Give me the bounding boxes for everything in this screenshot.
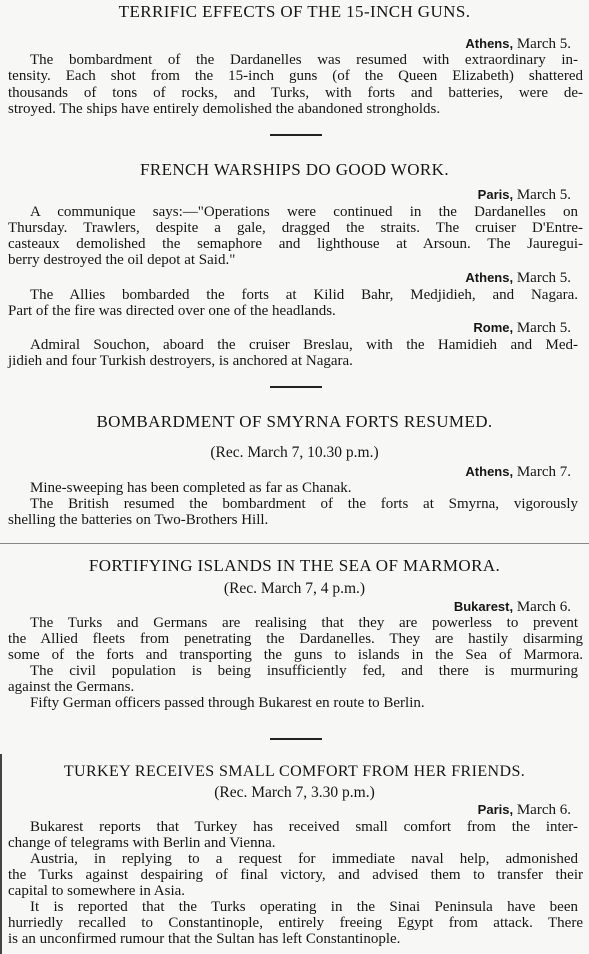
paragraph-line: the Turks against despairing of final victory, and advised them to transfer their — [8, 867, 583, 883]
paragraph-line: is an unconfirmed rumour that the Sultan has left Constantinople. — [8, 931, 401, 947]
paragraph-line: The Allies bombarded the forts at Kilid Bahr, Medjidieh, and Nagara. — [30, 287, 578, 303]
paragraph-line: against the Germans. — [8, 679, 135, 695]
dateline-athens-march-5: Athens, March 5. — [465, 270, 571, 286]
dateline-athens-march-5: Athens, March 5. — [465, 36, 571, 52]
paragraph-line: casteaux demolished the semaphore and lighthouse at Arsoun. The Jauregui- — [8, 236, 583, 252]
paragraph-line: The bombardment of the Dardanelles was resumed with extraordinary in- — [30, 52, 578, 68]
paragraph-line: Austria, in replying to a request for immediate naval help, admonished — [30, 851, 578, 867]
paragraph-line: thousands of tons of rocks, and Turks, with forts and batteries, were de- — [8, 85, 583, 101]
dateline-athens-march-7: Athens, March 7. — [465, 464, 571, 480]
received-note: (Rec. March 7, 3.30 p.m.) — [214, 784, 375, 801]
paragraph-line: jidieh and four Turkish destroyers, is anchored at Nagara. — [8, 353, 353, 369]
dateline-paris-march-6: Paris, March 6. — [477, 802, 571, 818]
paragraph-line: stroyed. The ships have entirely demolished the abandoned strongholds. — [8, 101, 441, 117]
paragraph-line: capital to somewhere in Asia. — [8, 883, 186, 899]
paragraph-line: The Turks and Germans are realising that they are powerless to prevent — [30, 615, 578, 631]
dateline-paris-march-5: Paris, March 5. — [477, 187, 571, 203]
paragraph-line: It is reported that the Turks operating in the Sinai Peninsula have been — [30, 899, 578, 915]
headline-sea-of-marmora: FORTIFYING ISLANDS IN THE SEA OF MARMORA. — [88, 556, 501, 575]
paragraph-line: Fifty German officers passed through Bukarest en route to Berlin. — [30, 695, 425, 711]
paragraph-line: berry destroyed the oil depot at Said." — [8, 252, 236, 268]
paragraph-line: Bukarest reports that Turkey has received small comfort from the inter- — [30, 819, 578, 835]
paragraph-line: The civil population is being insufficiently fed, and there is murmuring — [30, 663, 578, 679]
paragraph-line: the Allied fleets from penetrating the Dardanelles. They are hastily disarming — [8, 631, 583, 647]
section-divider — [270, 386, 322, 388]
headline-turkey-small-comfort: TURKEY RECEIVES SMALL COMFORT FROM HER FRIENDS. — [63, 763, 526, 780]
paragraph-line: Thursday. Trawlers, despite a gale, dragged the straits. The cruiser D'Entre- — [8, 220, 583, 236]
paragraph-line: some of the forts and transporting the guns to islands in the Sea of Marmora. — [8, 647, 583, 663]
paragraph-line: Admiral Souchon, aboard the cruiser Breslau, with the Hamidieh and Med- — [30, 337, 578, 353]
headline-smyrna-forts: BOMBARDMENT OF SMYRNA FORTS RESUMED. — [96, 412, 493, 431]
paragraph-line: hurriedly recalled to Constantinople, entirely freeing Egypt from attack. There — [8, 915, 583, 931]
paragraph-line: A communique says:—"Operations were continued in the Dardanelles on — [30, 204, 578, 220]
received-note: (Rec. March 7, 10.30 p.m.) — [210, 444, 379, 461]
headline-15-inch-guns: TERRIFIC EFFECTS OF THE 15-INCH GUNS. — [118, 2, 471, 21]
section-divider — [270, 738, 322, 740]
dateline-rome-march-5: Rome, March 5. — [473, 320, 571, 336]
section-divider — [270, 134, 322, 136]
paragraph-line: Part of the fire was directed over one of the headlands. — [8, 303, 336, 319]
section-divider — [0, 543, 589, 544]
dateline-bukarest-march-6: Bukarest, March 6. — [453, 599, 571, 615]
paragraph-line: tensity. Each shot from the 15-inch guns (of the Queen Elizabeth) shattered — [8, 68, 583, 84]
paragraph-line: The British resumed the bombardment of the forts at Smyrna, vigorously — [30, 496, 578, 512]
paragraph-line: shelling the batteries on Two-Brothers Hill. — [8, 512, 269, 528]
headline-french-warships: FRENCH WARSHIPS DO GOOD WORK. — [140, 160, 449, 179]
received-note: (Rec. March 7, 4 p.m.) — [223, 580, 366, 597]
paragraph-line: change of telegrams with Berlin and Vienna. — [8, 835, 276, 851]
paragraph-line: Mine-sweeping has been completed as far as Chanak. — [30, 480, 352, 496]
